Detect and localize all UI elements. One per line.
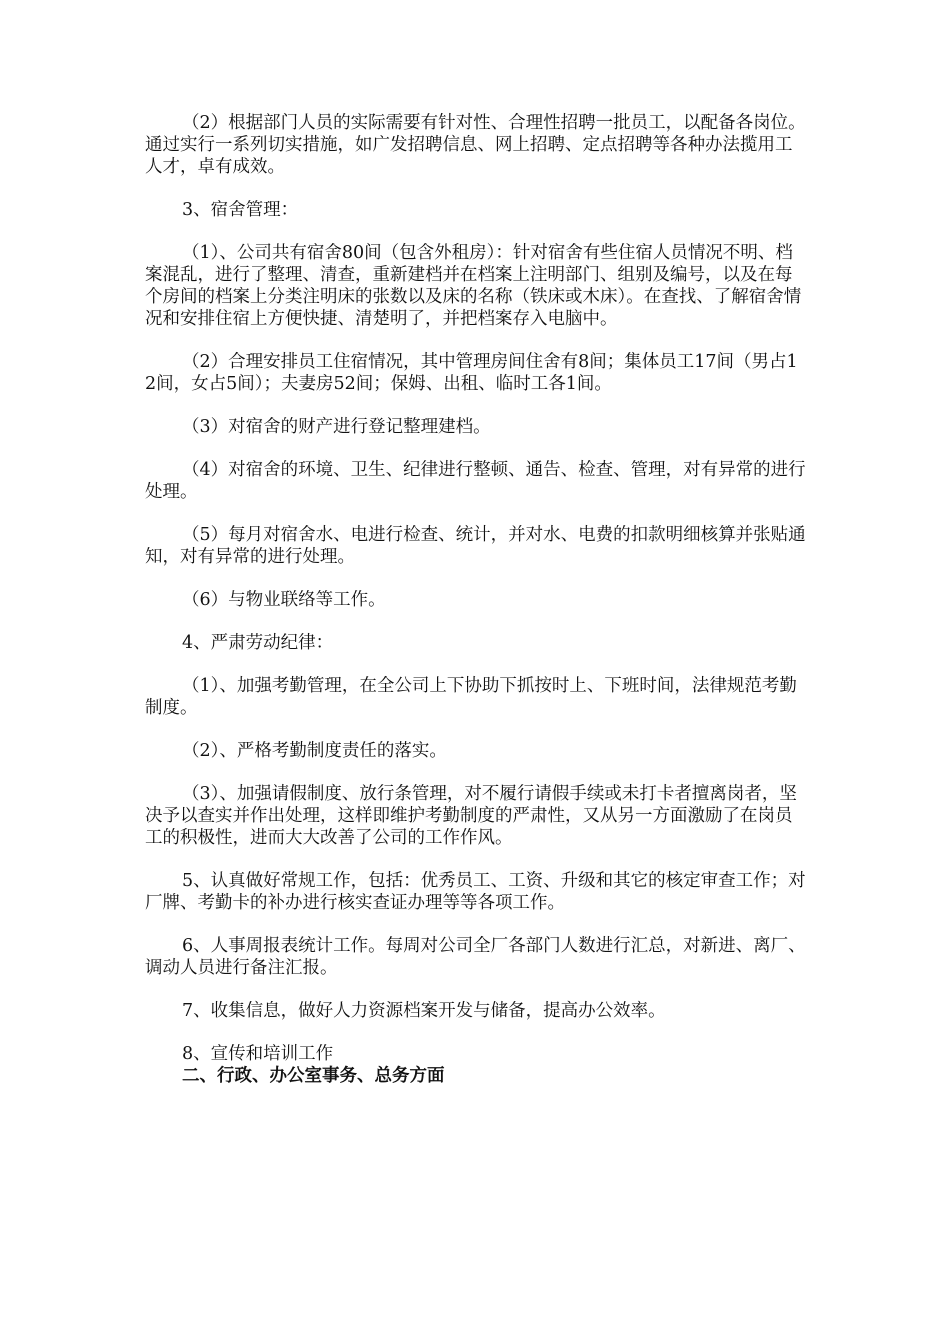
paragraph-discipline-1: （1）、加强考勤管理，在全公司上下协助下抓按时上、下班时间，法律规范考勤制度。 <box>145 676 797 718</box>
paragraph-information: 7、收集信息，做好人力资源档案开发与储备，提高办公效率。 <box>182 1001 666 1021</box>
paragraph-dormitory-6: （6）与物业联络等工作。 <box>182 590 386 610</box>
paragraph-routine-work: 5、认真做好常规工作，包括：优秀员工、工资、升级和其它的核定审查工作；对厂牌、考勤卡的补办进行核实查证办理等等各项工作。 <box>145 871 806 913</box>
section-heading: 二、行政、办公室事务、总务方面 <box>182 1066 445 1086</box>
paragraph-dormitory-5: （5）每月对宿舍水、电进行检查、统计，并对水、电费的扣款明细核算并张贴通知，对有异常的进行处理。 <box>145 525 806 567</box>
paragraph-recruitment-2: （2）根据部门人员的实际需要有针对性、合理性招聘一批员工，以配备各岗位。通过实行一系列切实措施，如广发招聘信息、网上招聘、定点招聘等各种办法揽用工人才，卓有成效。 <box>145 113 806 177</box>
paragraph-dormitory-2: （2）合理安排员工住宿情况，其中管理房间住舍有8间；集体员工17间（男占12间，女占5间）；夫妻房52间；保姆、出租、临时工各1间。 <box>145 352 798 394</box>
document-body <box>145 112 807 1087</box>
paragraph-weekly-report: 6、人事周报表统计工作。每周对公司全厂各部门人数进行汇总，对新进、离厂、调动人员进行备注汇报。 <box>145 936 806 978</box>
paragraph-training: 8、宣传和培训工作 <box>182 1044 334 1064</box>
section-dormitory-title: 3、宿舍管理： <box>182 200 299 220</box>
paragraph-dormitory-4: （4）对宿舍的环境、卫生、纪律进行整顿、通告、检查、管理，对有异常的进行处理。 <box>145 460 806 502</box>
paragraph-discipline-3: （3）、加强请假制度、放行条管理，对不履行请假手续或未打卡者擅离岗者，坚决予以查实并作出处理，这样即维护考勤制度的严肃性，又从另一方面激励了在岗员工的积极性，进而大大改善了公司的工作作风。 <box>145 784 797 848</box>
paragraph-dormitory-3: （3）对宿舍的财产进行登记整理建档。 <box>182 417 491 437</box>
section-discipline-title: 4、严肃劳动纪律： <box>182 633 334 653</box>
paragraph-discipline-2: （2）、严格考勤制度责任的落实。 <box>182 741 447 761</box>
paragraph-dormitory-1: （1）、公司共有宿舍80间（包含外租房）：针对宿舍有些住宿人员情况不明、档案混乱，进行了整理、清查，重新建档并在档案上注明部门、组别及编号，以及在每个房间的档案上分类注明床的张数以及床的名称（铁床或木床）。在查找、了解宿舍情况和安排住宿上方便快捷、清楚明了，并把档案存入电脑中。 <box>145 243 802 329</box>
